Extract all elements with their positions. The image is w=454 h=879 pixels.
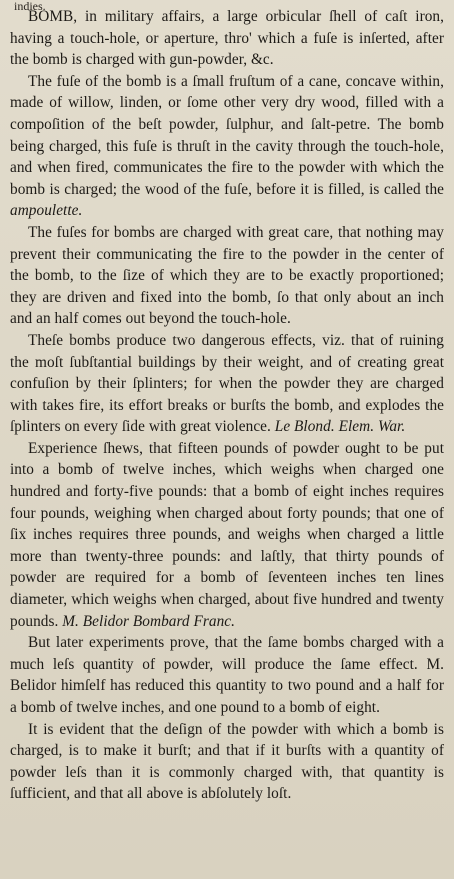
paragraph-powder-quantities (10, 438, 444, 632)
citation-belidor: M. Belidor Bombard Franc. (62, 612, 235, 630)
paragraph-text: BOMB, in military affairs, a large orbicular ſhell of caſt iron, having a touch-hole, or aperture, thro' which a fuſe is inſerted, after the bomb is charged with gun-powder, &c. (10, 8, 444, 69)
paragraph-later-experiments (10, 632, 444, 718)
paragraph-text: It is evident that the deſign of the powder with which a bomb is charged, is to make it burſt; and that if it burſts with a quantity of powder leſs than it is commonly charged with, that quantity is ſufficient, and that all above is abſolutely loſt. (10, 720, 444, 803)
paragraph-text: But later experiments prove, that the ſame bombs charged with a much leſs quantity of powder, will produce the ſame effect. M. Belidor himſelf has reduced this quantity to two pound and a half for a bomb of twelve inches, and one pound to a bomb of eight. (10, 634, 444, 716)
paragraph-text: The fuſes for bombs are charged with great care, that nothing may prevent their communicating the fire to the powder in the center of the bomb, to the ſize of which they are to be exactly proportioned; they are driven and fixed into the bomb, ſo that only about an inch and an half comes out beyond the touch-hole. (10, 223, 444, 328)
paragraph-bomb-definition (10, 6, 444, 71)
citation-le-blond: Le Blond. Elem. War. (274, 418, 406, 436)
cut-off-previous-line: indies. (14, 0, 46, 13)
paragraph-fuse-charging (10, 222, 444, 330)
italic-term-ampoulette: ampoulette. (10, 202, 83, 220)
paragraph-bomb-effects (10, 330, 444, 438)
paragraph-text: The fuſe of the bomb is a ſmall fruſtum of a cane, concave within, made of willow, linden, or ſome other very dry wood, filled with a compoſition of the beſt powder, ſulphur, and ſalt-petre. The bomb being charged, this fuſe is thruſt in the cavity through the touch-hole, and when fired, communicates the fire to the powder with which the bomb is charged; the wood of the fuſe, before it is filled, is called the (10, 72, 444, 198)
paragraph-text: Theſe bombs produce two dangerous effects, viz. that of ruining the moſt ſubſtantial buildings by their weight, and of creating great confuſion by their ſplinters; for when the powder they are charged with takes fire, its effort breaks or burſts the bomb, and explodes the ſplinters on every ſide with great violence. (10, 331, 444, 436)
paragraph-fuse-description (10, 71, 444, 222)
paragraph-powder-design (10, 719, 444, 805)
paragraph-text: Experience ſhews, that fifteen pounds of powder ought to be put into a bomb of twelve inches, which weighs when charged one hundred and forty-five pounds: that a bomb of eight inches requires four pounds, weighing when charged about forty pounds; that one of ſix inches requires three pounds, and weighs when charged a little more than twenty-three pounds: and laſtly, that thirty pounds of powder are required for a bomb of ſeventeen inches ten lines diameter, which weighs when charged, about five hundred and twenty pounds. (10, 439, 444, 630)
